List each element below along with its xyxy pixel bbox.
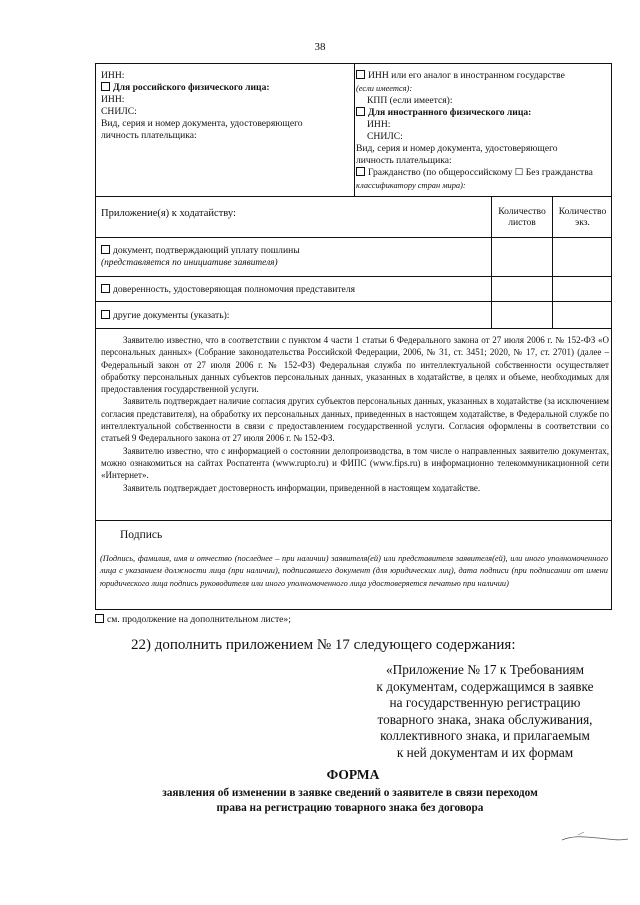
- checkbox[interactable]: [101, 245, 110, 254]
- signature-row-border: [95, 520, 612, 521]
- checkbox[interactable]: [101, 284, 110, 293]
- signature-label: Подпись: [120, 529, 163, 541]
- appendix-heading-line: коллективного знака, и прилагаемым: [380, 728, 590, 744]
- foreign-individual-option: Для иностранного физического лица:: [356, 107, 531, 118]
- form-subtitle: заявления об изменении в заявке сведений о заявителе в связи переходом права на регистрацию товарного знака без договора: [162, 787, 538, 814]
- attachment-power-of-attorney: доверенность, удостоверяющая полномочия представителя: [101, 284, 355, 295]
- attachment-fee-document: документ, подтверждающий уплату пошлины: [101, 245, 300, 256]
- consent-paragraph: Заявитель подтверждает наличие согласия других субъектов персональных данных, указанных в ходатайстве (за исключением согласия представителя), на обработку их персональных данных, приведенных в настоящем ходатайстве, в Федеральной службе по интеллектуальной собственности в связи с предоставлением государственной услуги. Согласия оформлены в соответствии со статьей 9 Федерального закона от 27 июля 2006 г. № 152-ФЗ.: [101, 396, 609, 444]
- consent-paragraph: Заявителю известно, что в соответствии с пунктом 4 части 1 статьи 6 Федерального закона от 27 июля 2006 г. № 152-ФЗ «О персональных данных» (Собрание законодательства Российской Федерации, 2006, № 31, ст. 3451; 2020, № 17, ст. 2701) (далее – Федеральный закон от 27 июля 2006 г. № 152-ФЗ) Федеральная служба по интеллектуальной собственности осуществляет обработку персональных данных субъектов персональных данных, указанных в ходатайстве, в целях и объеме, необходимых для предоставления государственной услуги.: [101, 335, 609, 395]
- attachment-row-3-border: [95, 328, 612, 329]
- appendix-heading-line: «Приложение № 17 к Требованиям: [385, 662, 585, 677]
- payer-block-divider: [354, 63, 355, 196]
- pen-mark-icon: [560, 826, 630, 850]
- attachments-header: Приложение(я) к ходатайству:: [101, 208, 236, 219]
- inn-label: ИНН:: [101, 94, 125, 105]
- id-document-label-cont: личность плательщика:: [101, 130, 197, 141]
- consent-text: [101, 334, 609, 494]
- signature-note: (Подпись, фамилия, имя и отчество (последнее – при наличии) заявителя(ей) или представителя заявителя(ей), или иного уполномоченного лица с указанием должности лица (при наличии), подписавшего документ (для юридических лиц), дата подписи (при подписании от имени юридического лица подпись руководителя или иного уполномоченного лица удостоверяется печатью при наличии): [100, 554, 608, 588]
- continuation-note: см. продолжение на дополнительном листе»;: [95, 614, 291, 625]
- attachment-row-2-border: [95, 301, 612, 302]
- appendix-heading-line: к документам, содержащимся в заявке: [376, 678, 594, 694]
- appendix-heading-line: к ней документам и их формам: [396, 744, 574, 760]
- russian-individual-option: Для российского физического лица:: [101, 82, 270, 93]
- snils-label: СНИЛС:: [367, 131, 403, 142]
- appendix-heading: [360, 662, 610, 762]
- attachment-fee-note: (представляется по инициативе заявителя): [101, 258, 278, 268]
- country-classifier-note: классификатору стран мира):: [356, 181, 466, 190]
- id-document-label: Вид, серия и номер документа, удостоверяющего: [356, 143, 558, 154]
- sheets-column-header: Количество листов: [498, 206, 546, 229]
- appendix-heading-line: товарного знака, знака обслуживания,: [377, 711, 593, 727]
- attachment-other-documents: другие документы (указать):: [101, 310, 229, 321]
- form-title: ФОРМА: [326, 767, 380, 782]
- checkbox[interactable]: [356, 70, 365, 79]
- checkbox[interactable]: [101, 82, 110, 91]
- copies-column-header: Количество экз.: [558, 206, 607, 229]
- foreign-inn-option: ИНН или его аналог в иностранном государстве: [356, 70, 565, 81]
- attachment-row-1-border: [95, 276, 612, 277]
- consent-paragraph: Заявителю известно, что с информацией о состоянии делопроизводства, в том числе о направленных заявителю документах, можно ознакомиться на сайтах Роспатента (www.rupto.ru) и ФИПС (www.fips.ru) в информационно телекоммуникационной сети «Интернет».: [101, 445, 609, 481]
- page-number: 38: [314, 41, 326, 53]
- attachments-header-border: [95, 237, 612, 238]
- if-available-note: (если имеется):: [356, 84, 413, 93]
- id-document-label-cont: личность плательщика:: [356, 155, 452, 166]
- payer-block-bottom-border: [95, 196, 612, 197]
- consent-paragraph: Заявитель подтверждает достоверность информации, приведенной в настоящем ходатайстве.: [123, 482, 481, 493]
- citizenship-option: Гражданство (по общероссийскому ☐ Без гражданства: [356, 167, 593, 178]
- inn-label: ИНН:: [101, 70, 125, 81]
- kpp-label: КПП (если имеется):: [367, 95, 453, 106]
- checkbox[interactable]: [356, 107, 365, 116]
- snils-label: СНИЛС:: [101, 106, 137, 117]
- checkbox[interactable]: [101, 310, 110, 319]
- id-document-label: Вид, серия и номер документа, удостоверяющего: [101, 118, 303, 129]
- inn-label: ИНН:: [367, 119, 391, 130]
- checkbox[interactable]: [95, 614, 104, 623]
- checkbox[interactable]: [356, 167, 365, 176]
- appendix-heading-line: на государственную регистрацию: [389, 695, 581, 711]
- amendment-line: 22) дополнить приложением № 17 следующего содержания:: [131, 637, 516, 653]
